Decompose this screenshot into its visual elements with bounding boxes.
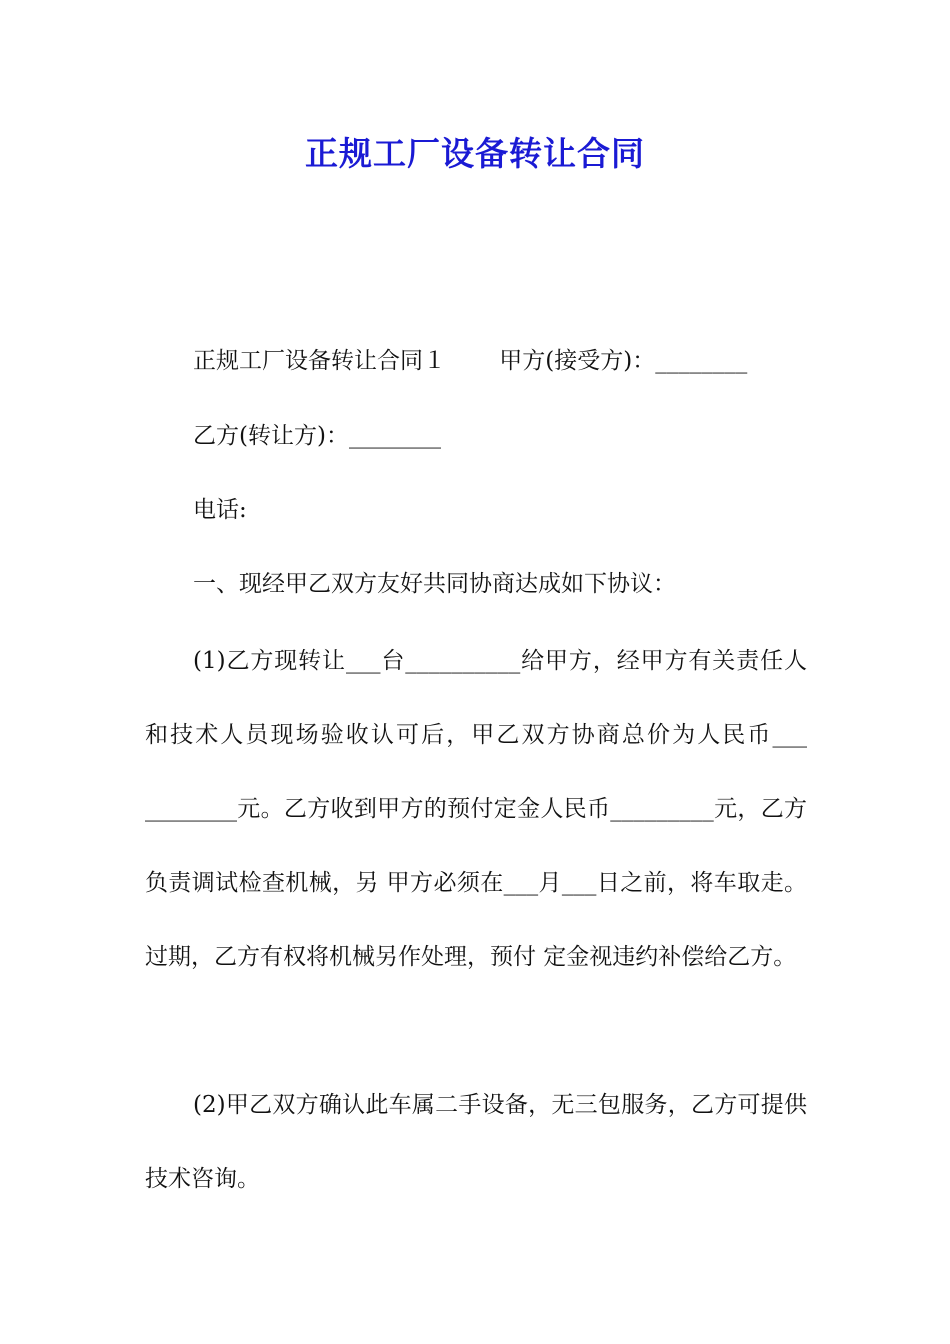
party-b-line: 乙方(转让方)：________ <box>193 423 441 449</box>
document-title: 正规工厂设备转让合同 <box>305 134 645 173</box>
clause-1-paragraph: (1)乙方现转让___台__________给甲方，经甲方有关责任人和技术人员现场验收认可后，甲乙双方协商总价为人民币___ ________元。乙方收到甲方的预付定金人民币_________元，乙方负责调试检查机械，另 甲方必须在___月___日之前，将车取走。过期，乙方有权将机械另作处理，预付 定金视违约补偿给乙方。 <box>145 648 807 970</box>
phone-line: 电话: <box>193 497 247 523</box>
header-line: 正规工厂设备转让合同１ 甲方(接受方)：________ <box>193 348 748 374</box>
clause-2-paragraph: (2)甲乙双方确认此车属二手设备，无三包服务，乙方可提供技术咨询。 <box>145 1092 807 1192</box>
section-heading: 一、现经甲乙双方友好共同协商达成如下协议： <box>193 571 676 597</box>
